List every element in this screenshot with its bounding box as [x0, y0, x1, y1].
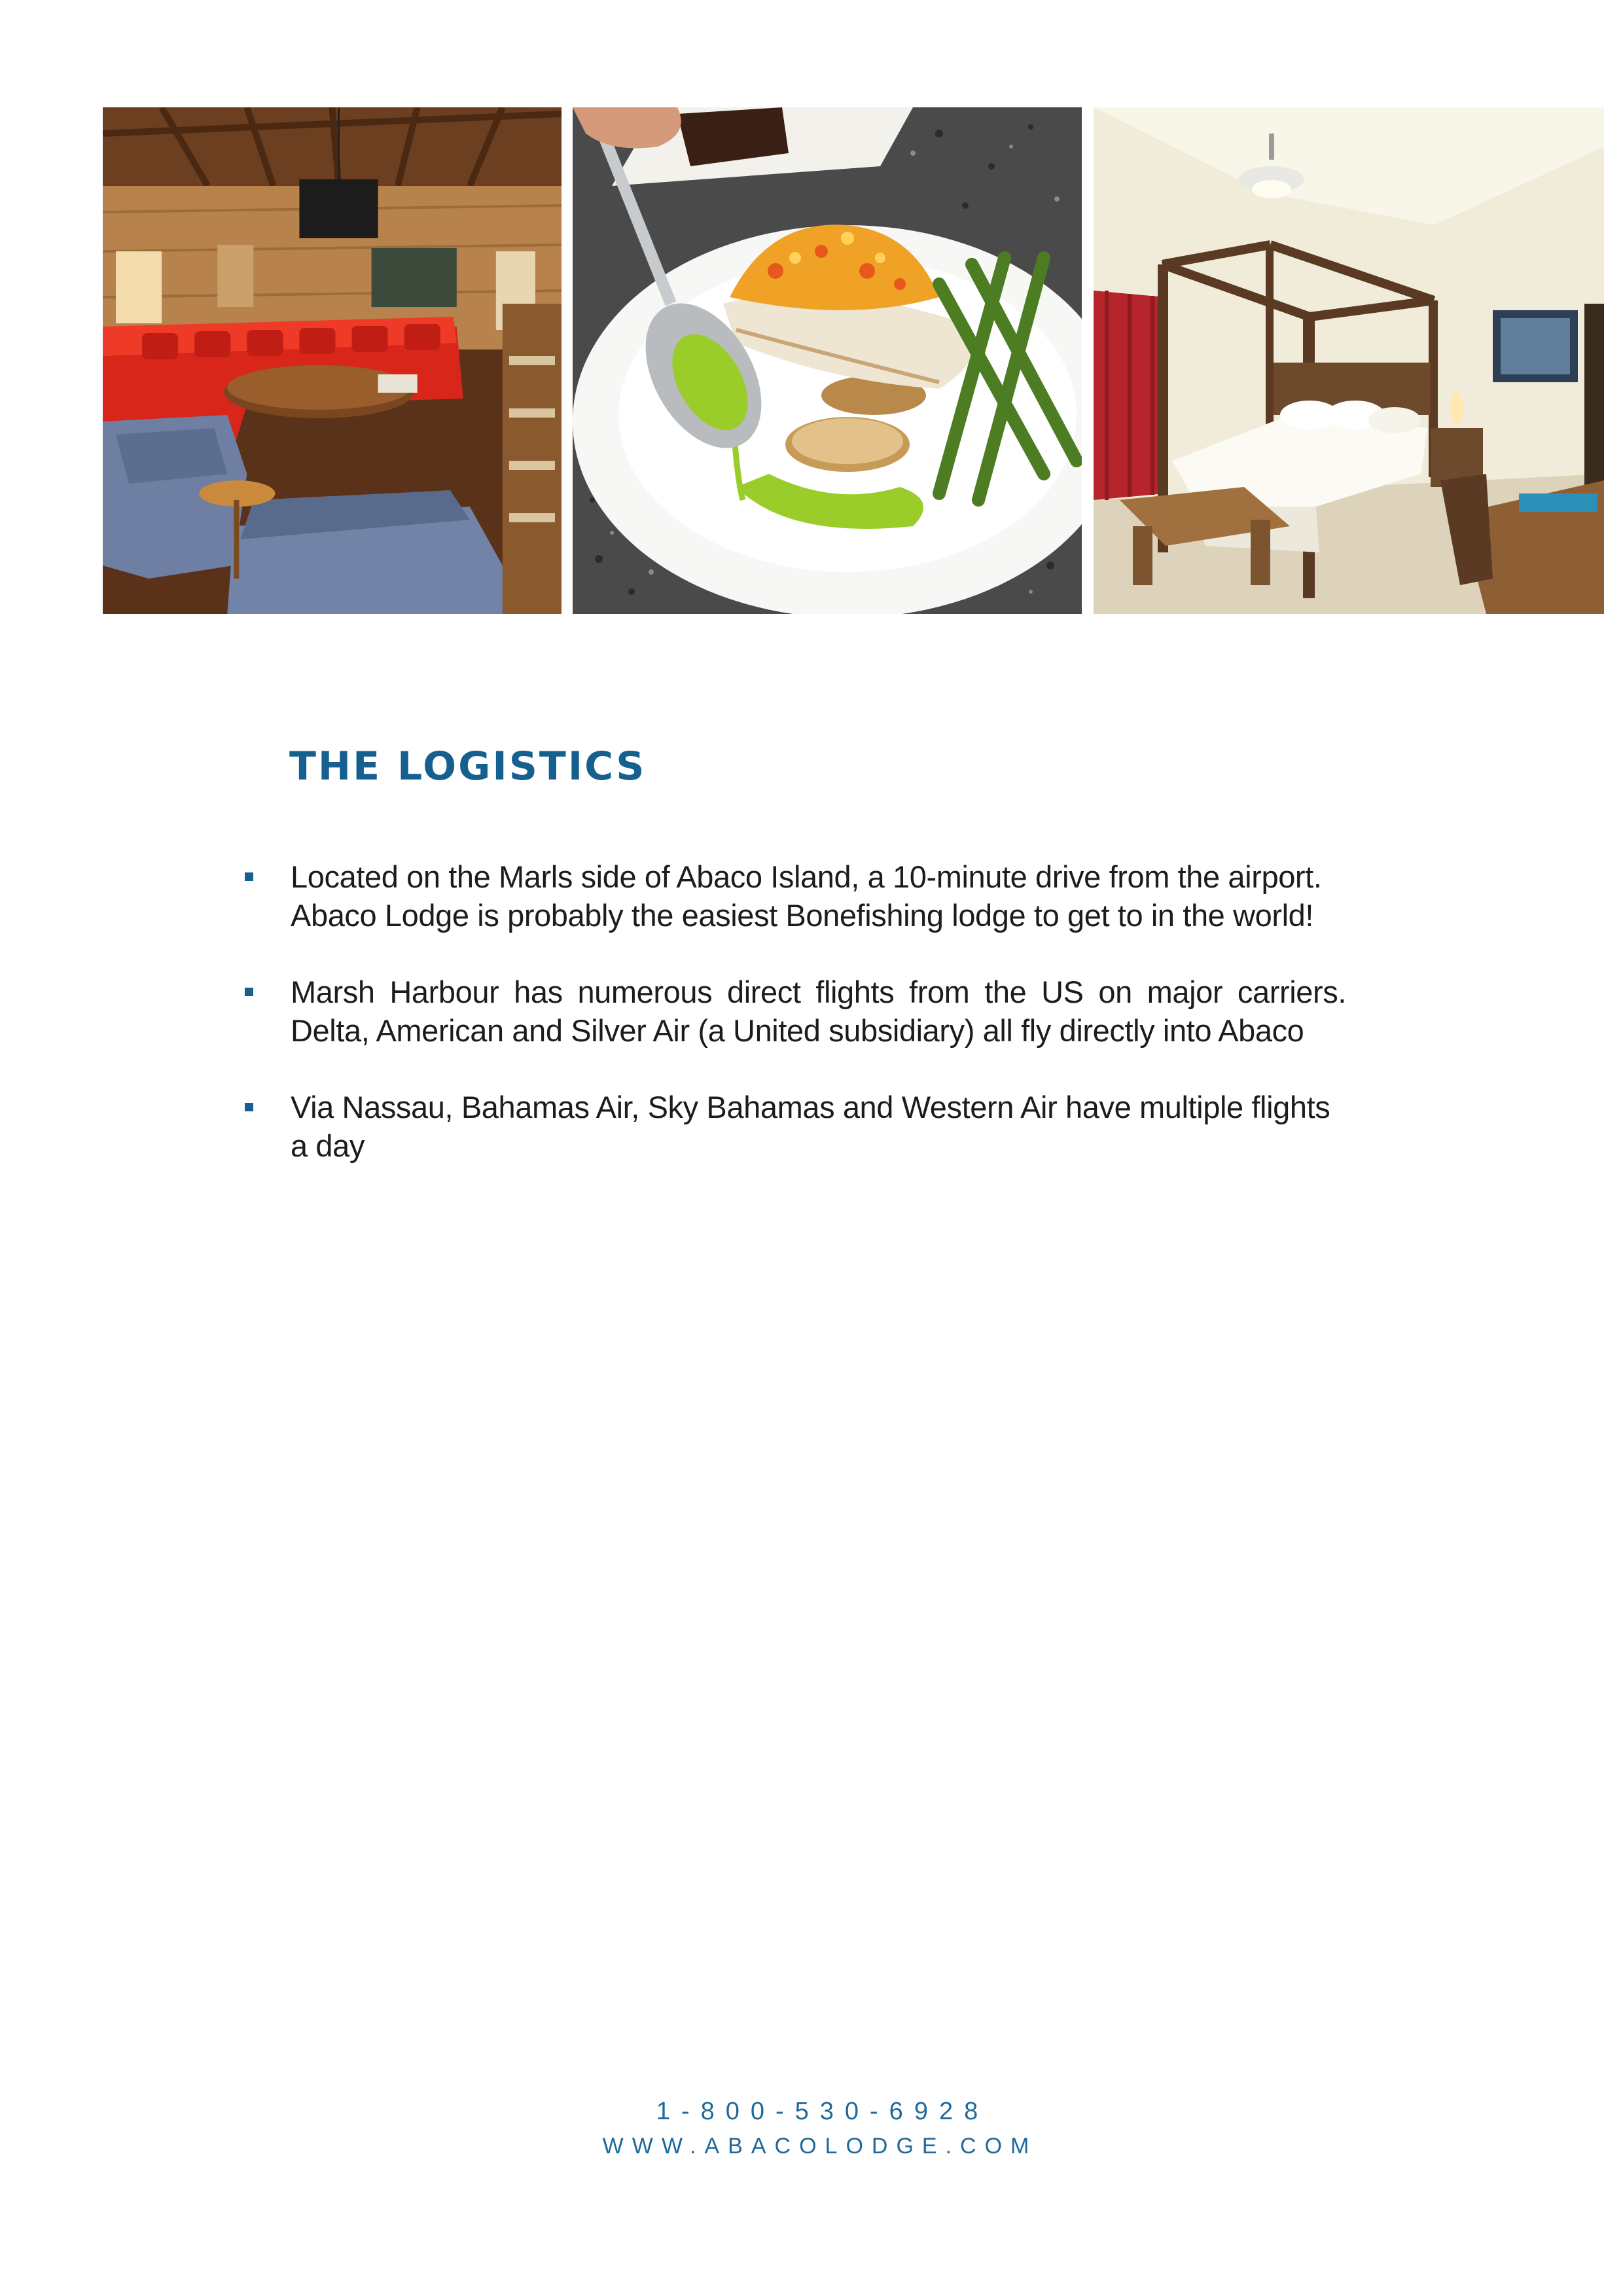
bullet-text: Via Nassau, Bahamas Air, Sky Bahamas and Western Air have multiple flights a day: [291, 1090, 1330, 1163]
guest-bedroom-photo: [1094, 107, 1604, 614]
lodge-lounge-photo: [103, 107, 562, 614]
list-item: [243, 1088, 1346, 1165]
section-title: THE LOGISTICS: [289, 744, 647, 789]
bullet-text: Marsh Harbour has numerous direct flights from the US on major carriers. Delta, American and Silver Air (a United subsidiary) all fly directly into Abaco: [291, 975, 1346, 1048]
bullet-text: Located on the Marls side of Abaco Island, a 10-minute drive from the airport. Abaco Lodge is probably the easiest Bonefishing lodge to get to in the world!: [291, 859, 1322, 933]
square-bullet-icon: [245, 872, 253, 881]
footer-phone: 1-800-530-6928: [656, 2098, 990, 2125]
list-item: [243, 973, 1346, 1050]
plated-fish-dish-photo: [573, 107, 1082, 614]
list-item: [243, 857, 1346, 935]
logistics-list: [243, 857, 1346, 1203]
footer-website: WWW.ABACOLODGE.COM: [602, 2134, 1038, 2159]
square-bullet-icon: [245, 988, 253, 996]
square-bullet-icon: [245, 1103, 253, 1111]
